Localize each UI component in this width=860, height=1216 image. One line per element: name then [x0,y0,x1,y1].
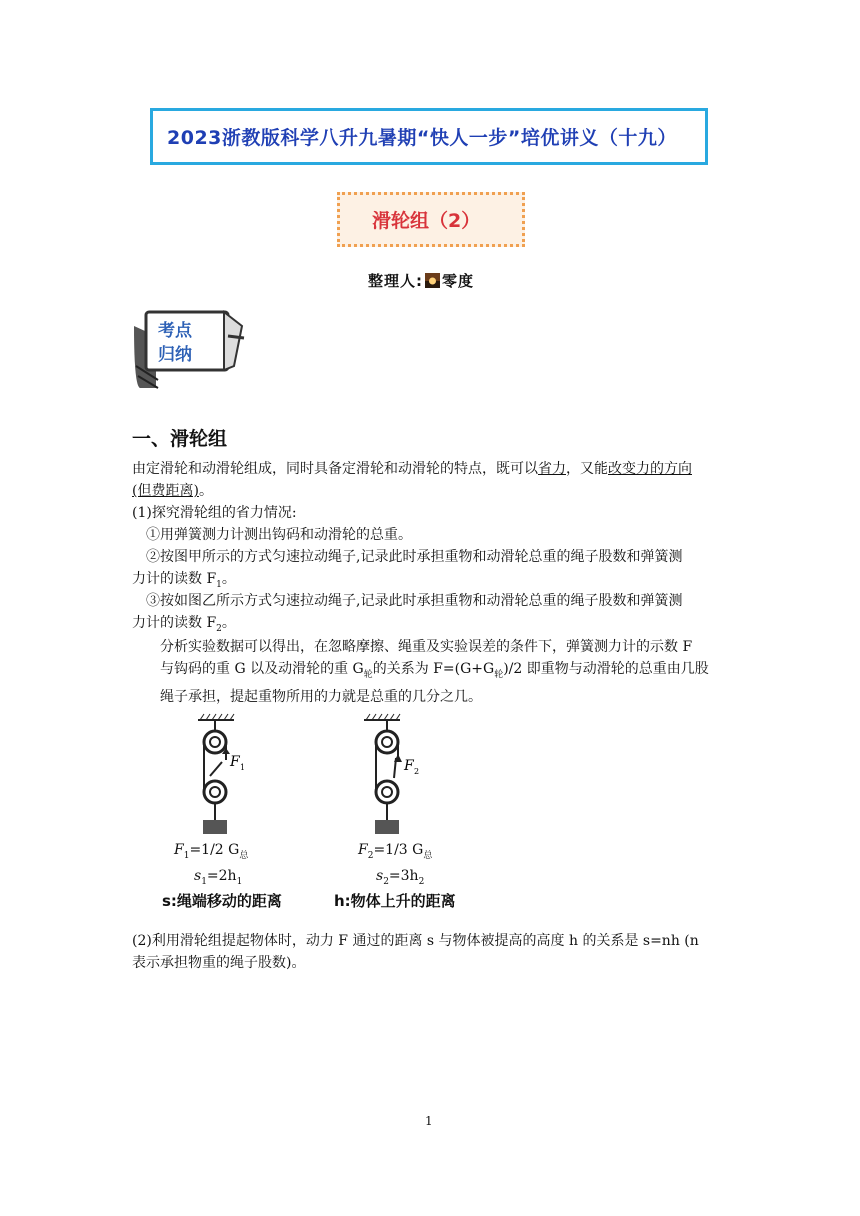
pulley-figure [158,712,498,918]
title-box [150,108,708,165]
left-h-sub: 1 [236,876,243,887]
left-eq-F: F [174,842,184,858]
step-3-line-a: ③按如图乙所示方式匀速拉动绳子,记录此时承担重物和动滑轮总重的绳子股数和弹簧测 [146,593,683,609]
right-s: s [376,868,384,884]
left-eq-rest: =1/2 G [189,842,240,858]
analysis-line-2a: 与钩码的重 G 以及动滑轮的重 G [160,661,364,677]
badge-text-2: 归纳 [158,345,192,365]
editor-name: 零度 [442,272,475,290]
step-3-end: 。 [221,615,236,631]
item-2-line-b: 表示承担物重的绳子股数)。 [132,955,306,971]
analysis-line-3: 绳子承担，提起重物所用的力就是总重的几分之几。 [160,688,482,705]
left-force-sub: 1 [240,763,246,772]
intro-underline-1: 省力 [538,461,566,477]
step-2-line-a: ②按图甲所示的方式匀速拉动绳子,记录此时承担重物和动滑轮总重的绳子股数和弹簧测 [146,549,683,565]
right-eq-rest: =1/3 G [373,842,424,858]
right-force-sub: 2 [414,767,420,776]
step-2-line-b: 力计的读数 F [132,571,217,587]
left-force-label: F [230,754,240,770]
left-distance [194,868,242,887]
step-3-sub: 2 [216,623,222,634]
intro-paragraph [132,458,732,502]
item-2 [132,930,742,974]
intro-underline-2: 改变力的方向 [608,461,692,477]
right-eq-total-sub: 总 [423,850,433,861]
right-equation [358,842,432,861]
right-eq-sub: 2 [367,850,374,861]
left-s-sub: 1 [201,876,207,887]
document-subtitle: 滑轮组（2） [372,210,481,232]
legend-h: h:物体上升的距离 [334,892,456,910]
intro-text-c: 。 [198,483,213,499]
analysis-line-2b: 的关系为 F=(G+G [372,661,495,677]
badge-text-1: 考点 [158,321,192,341]
document-title: 2023浙教版科学八升九暑期“快人一步”培优讲义（十九） [167,127,677,149]
right-eq-F: F [358,842,368,858]
intro-underline-3: (但费距离) [132,483,199,499]
intro-text-b: ，又能 [566,461,608,477]
section-heading: 一、滑轮组 [132,428,228,450]
analysis-paragraph [160,636,740,708]
left-eq-total-sub: 总 [239,850,249,861]
right-s-sub: 2 [383,876,389,887]
step-3 [132,590,732,640]
analysis-sub-1: 轮 [363,669,373,680]
step-2-sub: 1 [216,579,222,590]
key-points-badge [132,306,248,390]
right-distance [376,868,424,887]
left-s: s [194,868,202,884]
left-s-rest: =2h [206,868,237,884]
page-number: 1 [425,1114,433,1128]
step-2 [132,546,732,596]
editor-line [368,270,474,291]
item-1: (1)探究滑轮组的省力情况: [132,505,297,521]
pulley-diagram [158,712,498,918]
analysis-line-1: 分析实验数据可以得出，在忽略摩擦、绳重及实验误差的条件下，弹簧测力计的示数 F [160,639,693,655]
subtitle-box [337,192,525,247]
step-2-end: 。 [221,571,236,587]
right-force-label: F [404,758,414,774]
left-equation [174,842,248,861]
step-3-line-b: 力计的读数 F [132,615,217,631]
intro-text-a: 由定滑轮和动滑轮组成，同时具备定滑轮和动滑轮的特点，既可以 [132,461,538,477]
right-s-rest: =3h [388,868,419,884]
right-h-sub: 2 [418,876,425,887]
legend-s: s:绳端移动的距离 [162,892,282,910]
left-eq-sub: 1 [183,850,190,861]
analysis-sub-2: 轮 [494,669,504,680]
editor-label: 整理人: [368,272,423,290]
sunset-icon [425,273,440,288]
analysis-line-2c: )/2 即重物与动滑轮的总重由几股 [503,661,709,677]
item-2-line-a: (2)利用滑轮组提起物体时，动力 F 通过的距离 s 与物体被提高的高度 h 的关系是 s=nh (n [132,933,699,949]
step-1: ①用弹簧测力计测出钩码和动滑轮的总重。 [146,527,412,543]
